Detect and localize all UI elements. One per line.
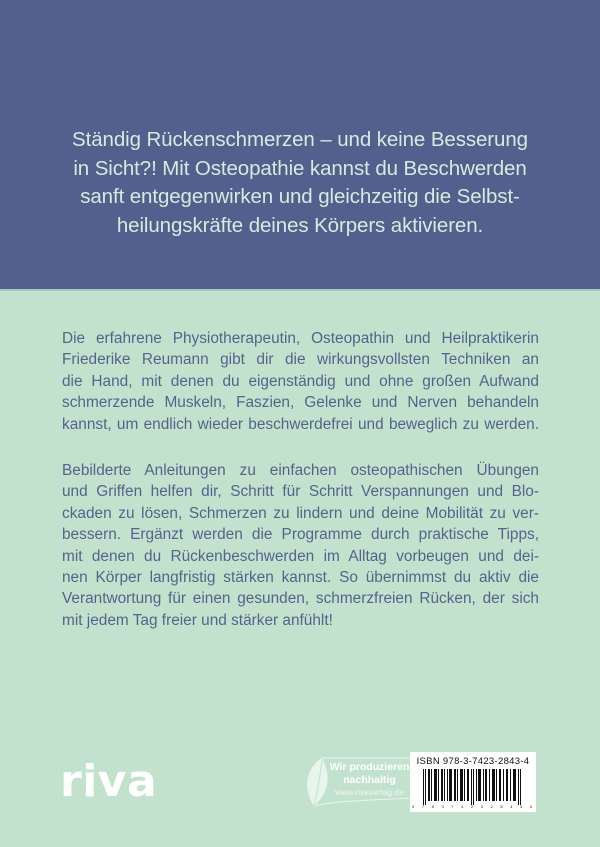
- barcode-icon: [423, 769, 523, 805]
- paragraph-line: nen Körper langfristig stärken kannst. So übernimmst du aktiv die: [62, 569, 539, 587]
- paragraph-line: kannst, um endlich wieder beschwerdefrei und beweglich zu werden.: [62, 415, 539, 433]
- paragraph-line: mit denen du Rückenbeschwerden im Alltag vorbeugen und dei-: [62, 547, 539, 565]
- barcode-digit: 2: [490, 804, 493, 809]
- paragraph-line: und Griffen helfen dir, Schritt für Schritt Verspannungen und Blo-: [62, 483, 539, 501]
- badge-text: [322, 761, 417, 799]
- barcode-digit: 3: [480, 804, 483, 809]
- barcode-digit: 3: [441, 804, 444, 809]
- paragraph-line: die Hand, mit denen du eigenständig und ohne großen Aufwand: [62, 372, 539, 390]
- tagline-line: sanft entgegenwirken und gleichzeitig die Selbst-: [80, 185, 520, 208]
- paragraph-line: Bebilderte Anleitungen zu einfachen osteopathischen Übungen: [62, 462, 539, 479]
- barcode-digit: 3: [519, 804, 523, 809]
- badge-line-2: nachhaltig: [343, 773, 396, 786]
- section-divider: [0, 289, 600, 291]
- barcode-digit: 8: [431, 804, 434, 809]
- publisher-logo: riva: [60, 756, 158, 807]
- paragraph-line: Die erfahrene Physiotherapeutin, Osteopathin und Heilpraktikerin: [62, 330, 539, 347]
- paragraph-line: ckaden zu lösen, Schmerzen zu lindern und deine Mobilität zu ver-: [62, 504, 539, 522]
- badge-url: www.rivaverlag.de: [335, 787, 404, 797]
- barcode-digit: 9: [412, 804, 415, 809]
- tagline-line: heilungskräfte deines Körpers aktivieren.: [116, 213, 484, 237]
- barcode-digit: 4: [510, 804, 513, 809]
- badge-line-1: Wir produzieren: [329, 761, 410, 773]
- description-paragraph-1: [62, 328, 539, 435]
- isbn-label: ISBN 978-3-7423-2843-4: [416, 756, 530, 767]
- isbn-barcode: [410, 752, 536, 812]
- barcode-digit: 4: [529, 804, 532, 809]
- paragraph-line: mit jedem Tag freier und stärker anfühlt!: [62, 611, 333, 629]
- barcode-digits: [412, 804, 532, 809]
- description-paragraph-2: [62, 460, 539, 631]
- barcode-digit: 7: [421, 804, 425, 809]
- paragraph-line: Friederike Reumann gibt dir die wirkungsvollsten Techniken an: [62, 351, 539, 369]
- barcode-digit: 7: [451, 804, 454, 809]
- sustainability-badge: [300, 754, 415, 810]
- paragraph-line: bessern. Ergänzt werden die Programme durch praktische Tipps,: [62, 526, 539, 544]
- barcode-digit: 4: [461, 804, 464, 809]
- paragraph-line: Verantwortung für einen gesunden, schmerzfreien Rücken, der sich: [62, 590, 539, 608]
- tagline: [50, 126, 550, 240]
- tagline-line: in Sicht?! Mit Osteopathie kannst du Beschwerden: [73, 156, 527, 180]
- barcode-digit: 8: [500, 804, 503, 809]
- barcode-digit: 2: [470, 804, 474, 809]
- paragraph-line: schmerzende Muskeln, Faszien, Gelenke und Nerven behandeln: [62, 394, 539, 412]
- tagline-line: Ständig Rückenschmerzen – und keine Besserung: [72, 128, 528, 151]
- cover-top-section: [0, 0, 600, 289]
